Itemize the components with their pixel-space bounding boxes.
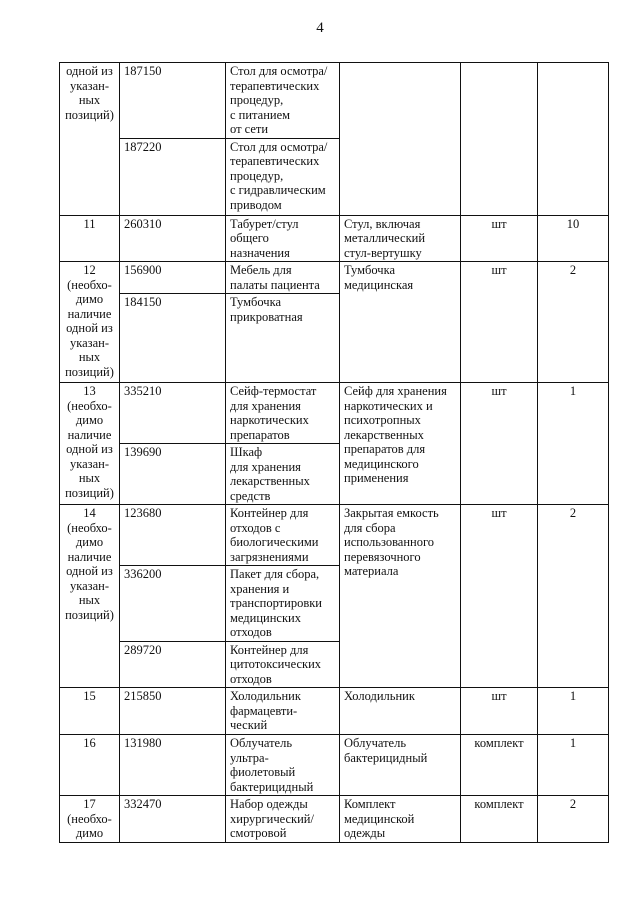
unit-cell: шт <box>461 688 538 735</box>
equipment-table <box>59 62 609 843</box>
table-row <box>60 735 609 796</box>
quantity-cell: 2 <box>538 262 609 383</box>
code-cell: 335210 <box>120 383 226 444</box>
quantity-cell: 10 <box>538 215 609 262</box>
name-cell: Табурет/стул общего назначения <box>226 215 340 262</box>
code-cell: 332470 <box>120 796 226 843</box>
code-cell: 289720 <box>120 641 226 688</box>
row-number-cell: 16 <box>60 735 120 796</box>
row-number-cell: одной из указан- ных позиций) <box>60 63 120 216</box>
row-number-cell: 13 (необхо- димо наличие одной из указан- ных позиций) <box>60 383 120 505</box>
description-cell: Холодильник <box>340 688 461 735</box>
code-cell: 260310 <box>120 215 226 262</box>
name-cell: Стол для осмотра/ терапевтических процедур, с гидравлическим приводом <box>226 138 340 215</box>
description-cell: Сейф для хранения наркотических и психотропных лекарственных препаратов для медицинского применения <box>340 383 461 505</box>
code-cell: 156900 <box>120 262 226 294</box>
code-cell: 139690 <box>120 444 226 505</box>
row-number-cell: 12 (необхо- димо наличие одной из указан- ных позиций) <box>60 262 120 383</box>
quantity-cell: 1 <box>538 383 609 505</box>
code-cell: 336200 <box>120 566 226 642</box>
table-row <box>60 215 609 262</box>
code-cell: 131980 <box>120 735 226 796</box>
unit-cell <box>461 63 538 216</box>
quantity-cell: 2 <box>538 505 609 688</box>
unit-cell: шт <box>461 215 538 262</box>
quantity-cell: 1 <box>538 688 609 735</box>
name-cell: Шкаф для хранения лекарственных средств <box>226 444 340 505</box>
table-row <box>60 383 609 444</box>
row-number-cell: 11 <box>60 215 120 262</box>
description-cell: Комплект медицинской одежды <box>340 796 461 843</box>
unit-cell: комплект <box>461 735 538 796</box>
description-cell: Закрытая емкость для сбора использованного перевязочного материала <box>340 505 461 688</box>
name-cell: Набор одежды хирургический/ смотровой <box>226 796 340 843</box>
table-row <box>60 63 609 139</box>
description-cell: Стул, включая металлический стул-вертушку <box>340 215 461 262</box>
row-number-cell: 15 <box>60 688 120 735</box>
name-cell: Контейнер для отходов с биологическими загрязнениями <box>226 505 340 566</box>
row-number-cell: 14 (необхо- димо наличие одной из указан- ных позиций) <box>60 505 120 688</box>
table-row <box>60 262 609 294</box>
description-cell <box>340 63 461 216</box>
name-cell: Стол для осмотра/ терапевтических процедур, с питанием от сети <box>226 63 340 139</box>
table-row <box>60 796 609 843</box>
quantity-cell <box>538 63 609 216</box>
code-cell: 187220 <box>120 138 226 215</box>
unit-cell: шт <box>461 262 538 383</box>
name-cell: Тумбочка прикроватная <box>226 294 340 383</box>
name-cell: Сейф-термостат для хранения наркотических препаратов <box>226 383 340 444</box>
name-cell: Контейнер для цитотоксических отходов <box>226 641 340 688</box>
name-cell: Пакет для сбора, хранения и транспортировки медицинских отходов <box>226 566 340 642</box>
table-row <box>60 688 609 735</box>
quantity-cell: 2 <box>538 796 609 843</box>
description-cell: Облучатель бактерицидный <box>340 735 461 796</box>
code-cell: 123680 <box>120 505 226 566</box>
page-number: 4 <box>316 20 324 36</box>
description-cell: Тумбочка медицинская <box>340 262 461 383</box>
quantity-cell: 1 <box>538 735 609 796</box>
unit-cell: шт <box>461 505 538 688</box>
row-number-cell: 17 (необхо- димо <box>60 796 120 843</box>
code-cell: 184150 <box>120 294 226 383</box>
unit-cell: шт <box>461 383 538 505</box>
code-cell: 187150 <box>120 63 226 139</box>
unit-cell: комплект <box>461 796 538 843</box>
name-cell: Холодильник фармацевти- ческий <box>226 688 340 735</box>
name-cell: Облучатель ультра- фиолетовый бактерицидный <box>226 735 340 796</box>
table-row <box>60 505 609 566</box>
name-cell: Мебель для палаты пациента <box>226 262 340 294</box>
code-cell: 215850 <box>120 688 226 735</box>
